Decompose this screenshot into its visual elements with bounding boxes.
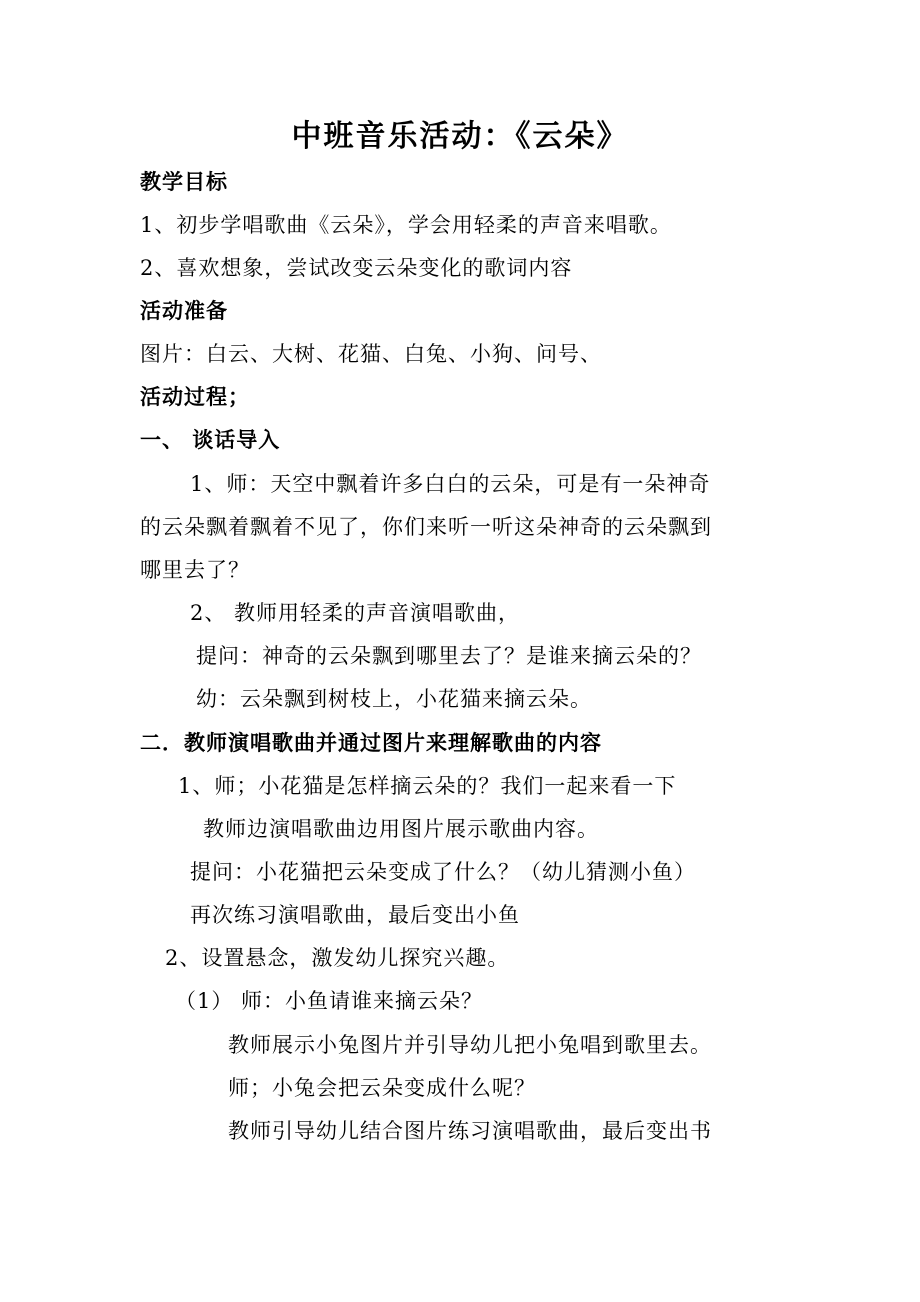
section2-line: 2、设置悬念，激发幼儿探究兴趣。 [165, 946, 510, 970]
section2-line: 教师展示小兔图片并引导幼儿把小兔唱到歌里去。 [228, 1033, 712, 1057]
section1-answer: 幼：云朵飘到树枝上，小花猫来摘云朵。 [196, 687, 592, 711]
goal-item-2: 2、喜欢想象，尝试改变云朵变化的歌词内容 [140, 256, 573, 280]
section2-line: 提问：小花猫把云朵变成了什么？（幼儿猜测小鱼） [190, 860, 696, 884]
section1-paragraph-line: 哪里去了？ [140, 558, 250, 582]
section2-heading: 二．教师演唱歌曲并通过图片来理解歌曲的内容 [140, 731, 602, 755]
section2-line: （1） 师：小鱼请谁来摘云朵？ [175, 989, 484, 1013]
section2-line: 教师引导幼儿结合图片练习演唱歌曲，最后变出书 [228, 1119, 712, 1143]
goals-heading: 教学目标 [140, 170, 228, 194]
section2-line: 教师边演唱歌曲边用图片展示歌曲内容。 [203, 817, 599, 841]
section1-question: 提问：神奇的云朵飘到哪里去了？是谁来摘云朵的？ [196, 644, 702, 668]
section2-line: 1、师；小花猫是怎样摘云朵的？我们一起来看一下 [178, 774, 677, 798]
prep-text: 图片：白云、大树、花猫、白兔、小狗、问号、 [140, 342, 602, 366]
section1-paragraph-line: 1、师：天空中飘着许多白白的云朵，可是有一朵神奇 [190, 472, 711, 496]
section2-line: 师；小兔会把云朵变成什么呢？ [228, 1076, 536, 1100]
section1-item-2: 2、 教师用轻柔的声音演唱歌曲， [190, 601, 521, 625]
goal-item-1: 1、初步学唱歌曲《云朵》，学会用轻柔的声音来唱歌。 [140, 213, 672, 237]
prep-heading: 活动准备 [140, 299, 228, 323]
section1-paragraph-line: 的云朵飘着飘着不见了，你们来听一听这朵神奇的云朵飘到 [140, 515, 712, 539]
section1-heading: 一、 谈话导入 [140, 428, 281, 452]
process-heading: 活动过程； [140, 385, 250, 409]
page-title: 中班音乐活动：《云朵》 [291, 119, 629, 154]
section2-line: 再次练习演唱歌曲，最后变出小鱼 [190, 903, 520, 927]
